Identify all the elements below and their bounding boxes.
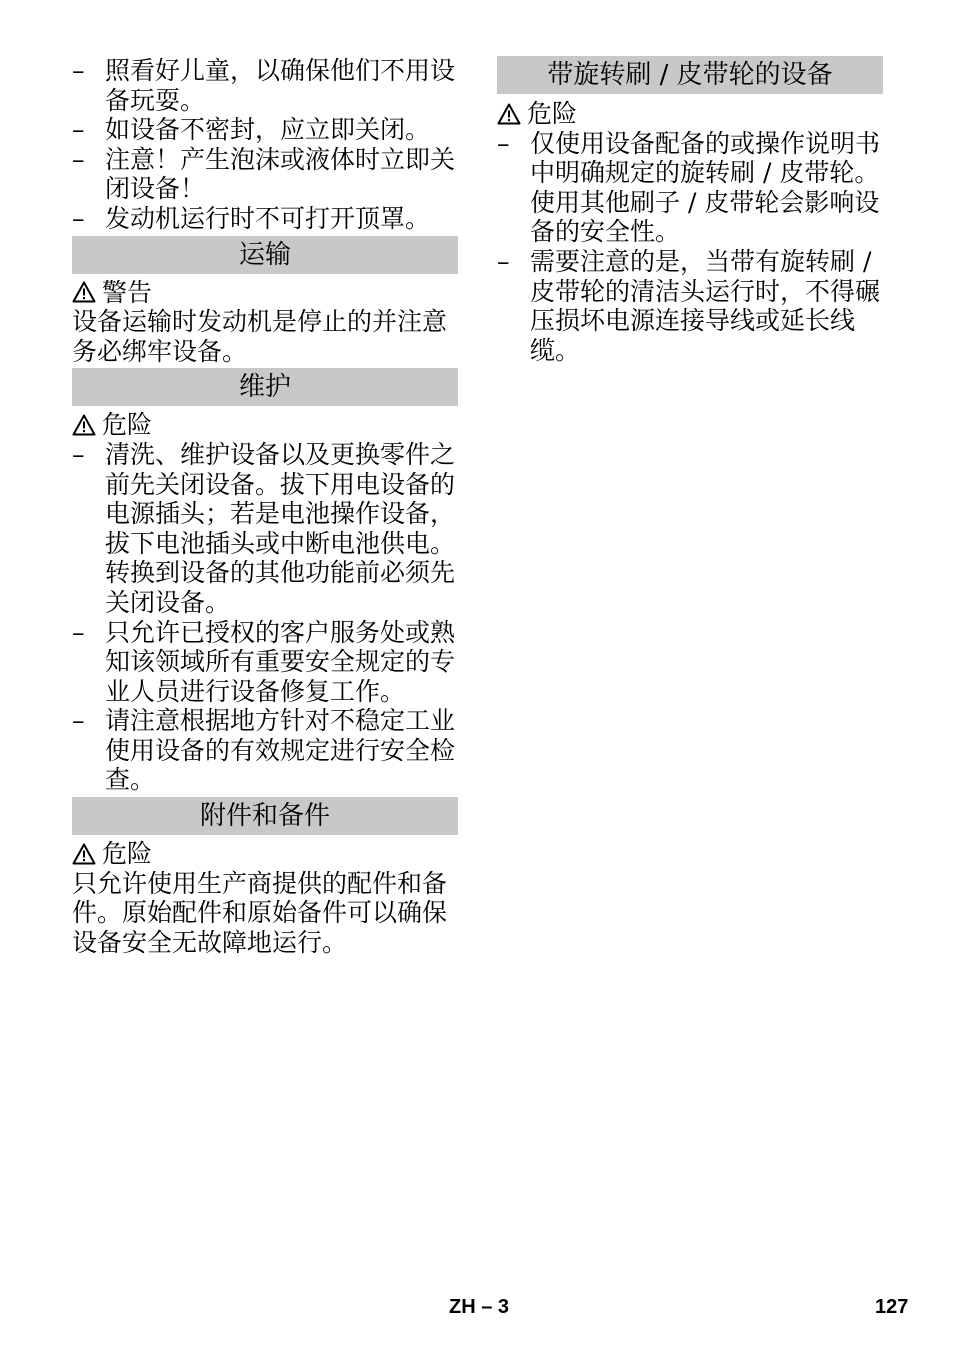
paragraph-transport: 设备运输时发动机是停止的并注意务必绑牢设备。 (72, 307, 448, 366)
bullet-dash: – (497, 128, 510, 158)
warning-label (72, 278, 458, 308)
list-item (72, 145, 458, 204)
bullet-dash: – (497, 246, 510, 276)
list-item-text: 发动机运行时不可打开顶罩。 (105, 203, 431, 233)
bullet-dash: – (72, 203, 85, 233)
section-heading-maintenance: 维护 (72, 368, 458, 406)
page-number: 127 (875, 1296, 909, 1318)
danger-text: 危险 (102, 410, 153, 440)
bullet-dash: – (72, 56, 85, 85)
bullet-dash: – (72, 115, 85, 145)
danger-label (497, 99, 883, 129)
left-column (72, 56, 458, 957)
section-heading-accessories: 附件和备件 (72, 797, 458, 835)
list-item (72, 204, 458, 234)
danger-text: 危险 (527, 99, 578, 128)
warning-triangle-icon (72, 281, 96, 303)
list-item (72, 440, 458, 618)
bullet-dash: – (72, 439, 85, 469)
list-item (72, 56, 458, 115)
bullet-dash: – (72, 144, 85, 174)
warning-triangle-icon (72, 414, 96, 436)
list-item-text: 仅使用设备配备的或操作说明书中明确规定的旋转刷 / 皮带轮。使用其他刷子 / 皮带轮会影响设备的安全性。 (530, 128, 881, 247)
bullet-dash: – (72, 617, 85, 647)
list-item-text: 照看好儿童，以确保他们不用设备玩耍。 (105, 56, 456, 115)
paragraph-accessories: 只允许使用生产商提供的配件和备件。原始配件和原始备件可以确保设备安全无故障地运行。 (72, 868, 448, 957)
list-item-text: 清洗、维护设备以及更换零件之前先关闭设备。拔下用电设备的电源插头；若是电池操作设备，拔下电池插头或中断电池供电。转换到设备的其他功能前必须先关闭设备。 (105, 439, 456, 617)
list-item-text: 需要注意的是，当带有旋转刷 / 皮带轮的清洁头运行时，不得碾压损坏电源连接导线或延长线缆。 (530, 246, 881, 365)
right-column (497, 56, 883, 365)
list-item (72, 706, 458, 795)
danger-label (72, 839, 458, 869)
warning-text: 警告 (102, 277, 153, 307)
list-item (497, 247, 883, 365)
footer-section-label: ZH – 3 (449, 1296, 510, 1318)
warning-triangle-icon (72, 843, 96, 865)
list-item-text: 请注意根据地方针对不稳定工业使用设备的有效规定进行安全检查。 (105, 706, 456, 795)
list-item (497, 129, 883, 247)
list-item-text: 如设备不密封，应立即关闭。 (105, 115, 431, 145)
bullet-dash: – (72, 706, 85, 736)
list-item-text: 只允许已授权的客户服务处或熟知该领域所有重要安全规定的专业人员进行设备修复工作。 (105, 617, 456, 706)
danger-text: 危险 (102, 839, 153, 869)
warning-triangle-icon (497, 103, 521, 125)
list-item (72, 618, 458, 707)
list-item (72, 115, 458, 145)
section-heading-transport: 运输 (72, 236, 458, 274)
danger-label (72, 410, 458, 440)
section-heading-brush-devices: 带旋转刷 / 皮带轮的设备 (497, 56, 883, 94)
list-item-text: 注意！产生泡沫或液体时立即关闭设备！ (105, 144, 456, 204)
